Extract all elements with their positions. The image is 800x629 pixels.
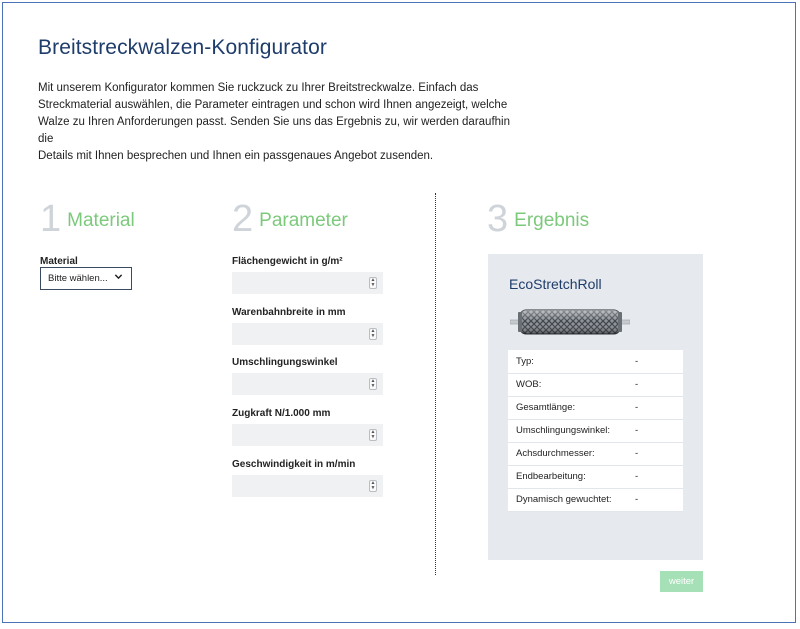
step-heading-ergebnis <box>487 198 589 241</box>
column-divider <box>435 193 436 575</box>
number-spinner-icon[interactable]: ▲ ▼ <box>370 277 376 288</box>
geschwindigkeit-input[interactable] <box>232 475 383 497</box>
intro-line: Walze zu Ihren Anforderungen passt. Senden Sie uns das Ergebnis zu, wir werden daraufhin die <box>38 116 510 145</box>
spec-key: Dynamisch gewuchtet: <box>508 488 635 511</box>
roller-image <box>510 306 630 343</box>
spec-row <box>508 442 683 465</box>
spec-value: - <box>635 465 683 488</box>
geschwindigkeit-field[interactable] <box>232 475 383 497</box>
spec-key: Umschlingungswinkel: <box>508 419 635 442</box>
umschlingungswinkel-field[interactable] <box>232 373 383 395</box>
material-label: Material <box>40 256 78 267</box>
spec-row <box>508 350 683 373</box>
step-label: Material <box>67 210 135 231</box>
umschlingungswinkel-input[interactable] <box>232 373 383 395</box>
spec-value: - <box>635 350 683 373</box>
warenbahnbreite-field[interactable] <box>232 323 383 345</box>
zugkraft-input[interactable] <box>232 424 383 446</box>
param-flaechengewicht <box>232 256 383 294</box>
product-name: EcoStretchRoll <box>509 276 602 292</box>
step-label: Parameter <box>259 210 348 231</box>
step-number: 3 <box>487 198 509 240</box>
next-button[interactable]: weiter <box>660 571 703 592</box>
warenbahnbreite-input[interactable] <box>232 323 383 345</box>
spec-key: Achsdurchmesser: <box>508 442 635 465</box>
flaechengewicht-field[interactable] <box>232 272 383 294</box>
spec-value: - <box>635 373 683 396</box>
spec-row <box>508 396 683 419</box>
step-number: 2 <box>232 198 254 240</box>
spec-row <box>508 488 683 511</box>
number-spinner-icon[interactable]: ▲ ▼ <box>370 480 376 491</box>
material-select[interactable] <box>40 267 132 290</box>
number-spinner-icon[interactable]: ▲ ▼ <box>370 328 376 339</box>
spec-value: - <box>635 396 683 419</box>
spec-value: - <box>635 488 683 511</box>
param-label: Warenbahnbreite in mm <box>232 307 346 318</box>
spec-row <box>508 373 683 396</box>
result-panel <box>488 254 703 560</box>
step-heading-parameter <box>232 198 348 241</box>
spec-key: WOB: <box>508 373 635 396</box>
param-label: Flächengewicht in g/m² <box>232 256 343 267</box>
spec-value: - <box>635 442 683 465</box>
spec-key: Endbearbeitung: <box>508 465 635 488</box>
param-label: Zugkraft N/1.000 mm <box>232 408 331 419</box>
spec-key: Typ: <box>508 350 635 373</box>
param-label: Umschlingungswinkel <box>232 357 338 368</box>
param-umschlingungswinkel <box>232 357 383 395</box>
zugkraft-field[interactable] <box>232 424 383 446</box>
spec-table <box>508 350 683 512</box>
param-warenbahnbreite <box>232 307 383 345</box>
step-label: Ergebnis <box>514 210 590 231</box>
intro-line: Streckmaterial auswählen, die Parameter eintragen und schon wird Ihnen angezeigt, welche <box>38 99 508 111</box>
param-label: Geschwindigkeit in m/min <box>232 459 356 470</box>
param-geschwindigkeit <box>232 459 383 497</box>
intro-text <box>38 80 518 165</box>
number-spinner-icon[interactable]: ▲ ▼ <box>370 378 376 389</box>
intro-line: Mit unserem Konfigurator kommen Sie ruckzuck zu Ihrer Breitstreckwalze. Einfach das <box>38 82 479 94</box>
number-spinner-icon[interactable]: ▲ ▼ <box>370 429 376 440</box>
intro-line: Details mit Ihnen besprechen und Ihnen ein passgenaues Angebot zusenden. <box>38 150 434 162</box>
material-select-value: Bitte wählen... <box>48 273 108 284</box>
spec-row <box>508 419 683 442</box>
param-zugkraft <box>232 408 383 446</box>
spec-row <box>508 465 683 488</box>
spec-value: - <box>635 419 683 442</box>
step-number: 1 <box>40 198 62 240</box>
chevron-down-icon <box>114 272 123 284</box>
page-title: Breitstreckwalzen-Konfigurator <box>38 36 327 59</box>
flaechengewicht-input[interactable] <box>232 272 383 294</box>
step-heading-material <box>40 198 135 241</box>
spec-key: Gesamtlänge: <box>508 396 635 419</box>
